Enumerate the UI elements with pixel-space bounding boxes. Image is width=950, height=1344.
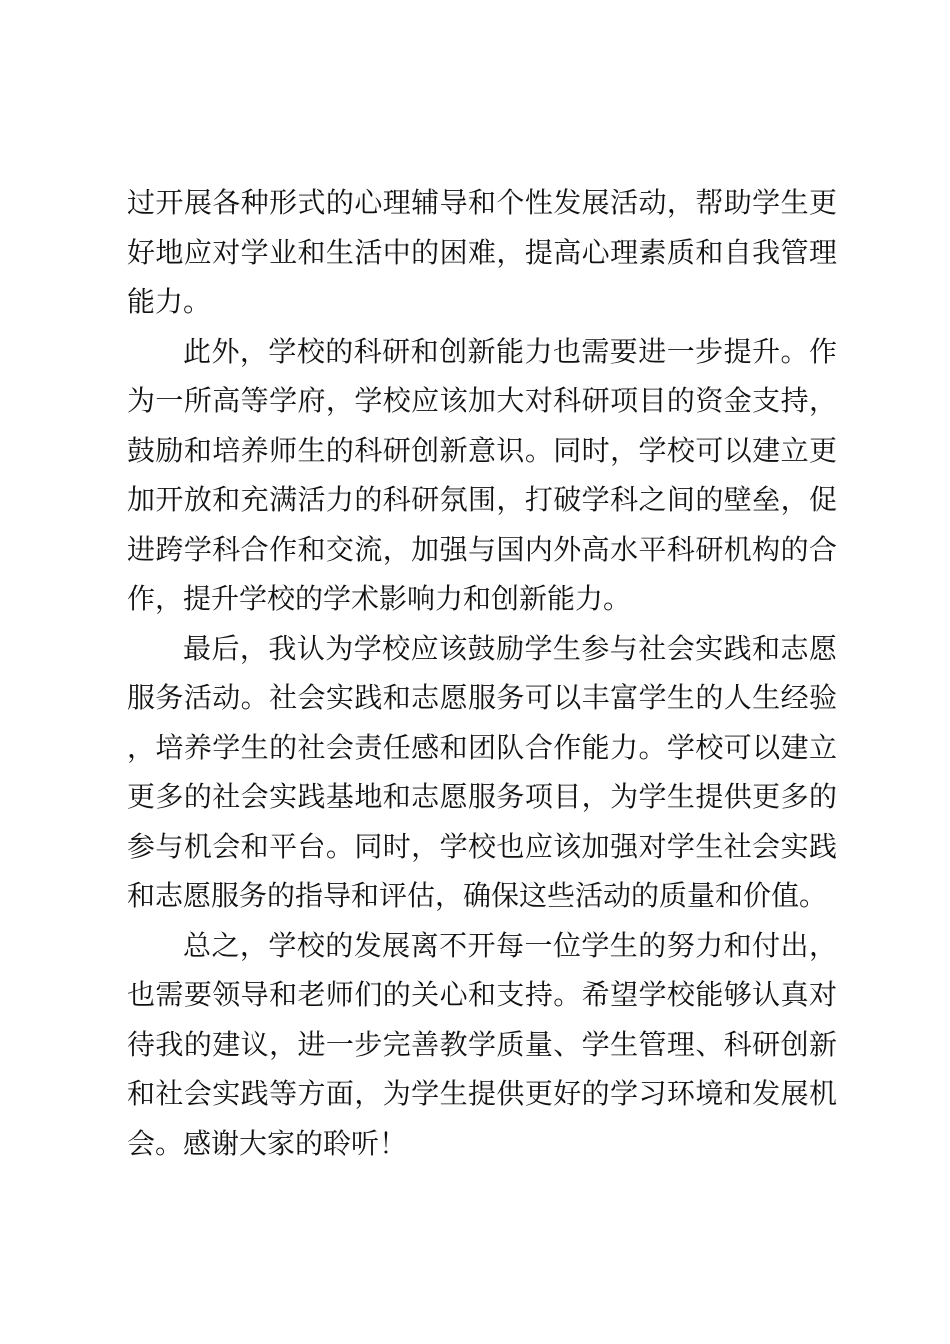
- paragraph-research-innovation: 此外，学校的科研和创新能力也需要进一步提升。作为一所高等学府，学校应该加大对科研项目的资金支持，鼓励和培养师生的科研创新意识。同时，学校可以建立更加开放和充满活力的科研氛围，打破学科之间的壁垒，促进跨学科合作和交流，加强与国内外高水平科研机构的合作，提升学校的学术影响力和创新能力。: [127, 334, 837, 615]
- paragraph-conclusion: 总之，学校的发展离不开每一位学生的努力和付出，也需要领导和老师们的关心和支持。希望学校能够认真对待我的建议，进一步完善教学质量、学生管理、科研创新和社会实践等方面，为学生提供更好的学习环境和发展机会。感谢大家的聆听！: [127, 928, 837, 1160]
- document-body: [127, 178, 837, 1168]
- paragraph-social-practice: 最后，我认为学校应该鼓励学生参与社会实践和志愿服务活动。社会实践和志愿服务可以丰富学生的人生经验，培养学生的社会责任感和团队合作能力。学校可以建立更多的社会实践基地和志愿服务项目，为学生提供更多的参与机会和平台。同时，学校也应该加强对学生社会实践和志愿服务的指导和评估，确保这些活动的质量和价值。: [127, 631, 837, 912]
- paragraph-continuation: 过开展各种形式的心理辅导和个性发展活动，帮助学生更好地应对学业和生活中的困难，提高心理素质和自我管理能力。: [127, 186, 837, 318]
